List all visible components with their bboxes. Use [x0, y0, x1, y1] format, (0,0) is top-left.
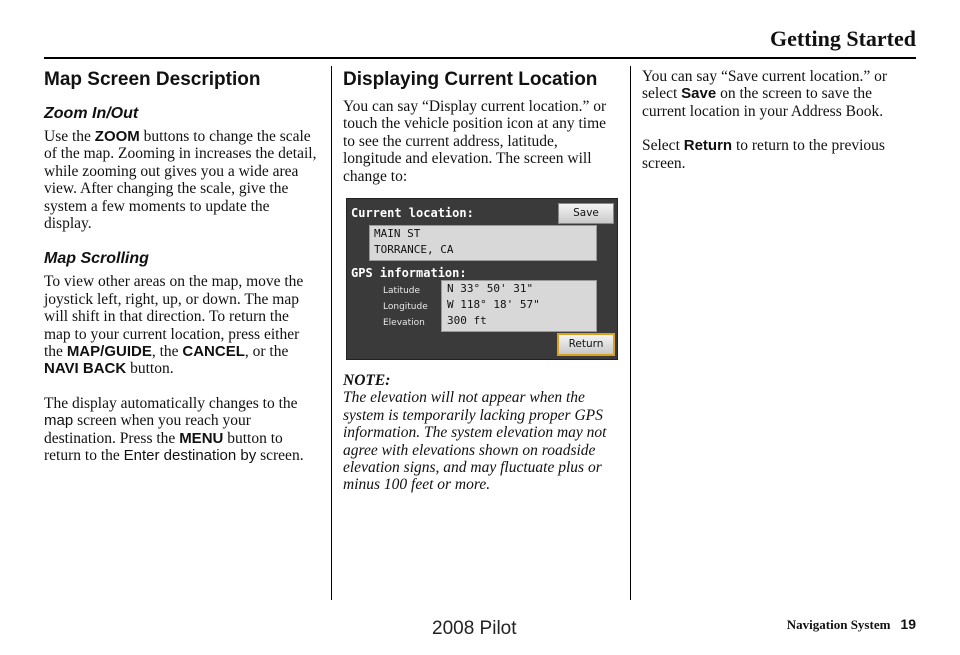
paragraph-intro: You can say “Display current location.” or touch the vehicle position icon at any time to see the current address, latitude, longitude and elevation. The screen will change to: [343, 98, 607, 185]
paragraph-return [642, 137, 916, 172]
subheading-map-scrolling: Map Scrolling [44, 250, 149, 268]
address-box [369, 225, 597, 261]
note-text: The elevation will not appear when the system is temporarily lacking proper GPS information. The system elevation may not agree with elevations shown on roadside elevation signs, and may fluctuate plus or minus 100 feet or more. [343, 389, 607, 494]
paragraph-auto-change [44, 395, 318, 465]
text: on the screen to save the current location in your Address Book. [642, 85, 884, 120]
navigation-screen-image [346, 198, 618, 360]
text: to return to the previous screen. [642, 137, 885, 172]
page-number: 19 [900, 616, 916, 632]
gps-field-labels [383, 283, 428, 331]
text: screen. [260, 447, 304, 465]
footer [787, 616, 916, 633]
paragraph-zoom [44, 128, 318, 232]
return-button-label: Return [683, 137, 733, 155]
heading-displaying-current-location: Displaying Current Location [343, 69, 598, 90]
address-street: MAIN ST [374, 227, 421, 241]
text: You can say “Save current location.” or select [642, 68, 888, 103]
text: Use the [44, 128, 91, 145]
return-button[interactable]: Return [557, 333, 615, 356]
elevation-label: Elevation [383, 318, 425, 329]
map-guide-button-label: MAP/GUIDE [66, 343, 152, 361]
footer-nav-label: Navigation System [786, 617, 891, 632]
longitude-label: Longitude [383, 302, 428, 313]
text: To view other areas on the map, move the joystick left, right, up, or down. The map will shift in that direction. To return the map to your current location, press either the [44, 273, 304, 361]
header-rule [44, 57, 916, 59]
section-title: Getting Started [769, 26, 916, 51]
text: buttons to change the scale of the map. Zooming in increases the detail, while zooming out gives you a wide area view. After changing the scale, give the system a few moments to update the display. [44, 128, 317, 233]
elevation-value: 300 ft [447, 314, 487, 328]
watermark: 2008 Pilot [432, 618, 517, 639]
menu-button-label: MENU [179, 429, 224, 447]
text: Select [642, 137, 680, 155]
latitude-label: Latitude [383, 286, 421, 297]
zoom-button-label: ZOOM [94, 128, 140, 145]
map-screen-word: map [44, 412, 74, 430]
paragraph-save [642, 68, 916, 120]
paragraph-scrolling [44, 273, 318, 377]
save-button[interactable]: Save [558, 203, 614, 224]
column-divider [630, 66, 631, 600]
enter-destination-label: Enter destination by [123, 447, 257, 465]
current-location-label: Current location: [351, 206, 474, 221]
heading-map-screen-description: Map Screen Description [44, 69, 261, 90]
text: , the [151, 343, 179, 361]
longitude-value: W 118° 18' 57" [447, 298, 540, 312]
gps-information-label: GPS information: [351, 266, 467, 281]
note-label: NOTE: [343, 372, 391, 390]
save-button-label: Save [681, 85, 717, 103]
column-divider [331, 66, 332, 600]
column-left [44, 66, 318, 482]
latitude-value: N 33° 50' 31" [447, 282, 534, 296]
text: , or the [244, 343, 289, 361]
text: The display automatically changes to the [44, 394, 298, 412]
text: button to return to the [44, 429, 283, 465]
column-middle [343, 66, 617, 494]
text: screen when you reach your destination. Press the [44, 412, 251, 447]
text: button. [130, 360, 174, 378]
navi-back-button-label: NAVI BACK [44, 360, 127, 378]
subheading-zoom: Zoom In/Out [44, 105, 139, 122]
address-city: TORRANCE, CA [374, 243, 454, 257]
cancel-button-label: CANCEL [182, 343, 245, 361]
column-right [642, 66, 916, 189]
gps-values-box [441, 280, 597, 332]
